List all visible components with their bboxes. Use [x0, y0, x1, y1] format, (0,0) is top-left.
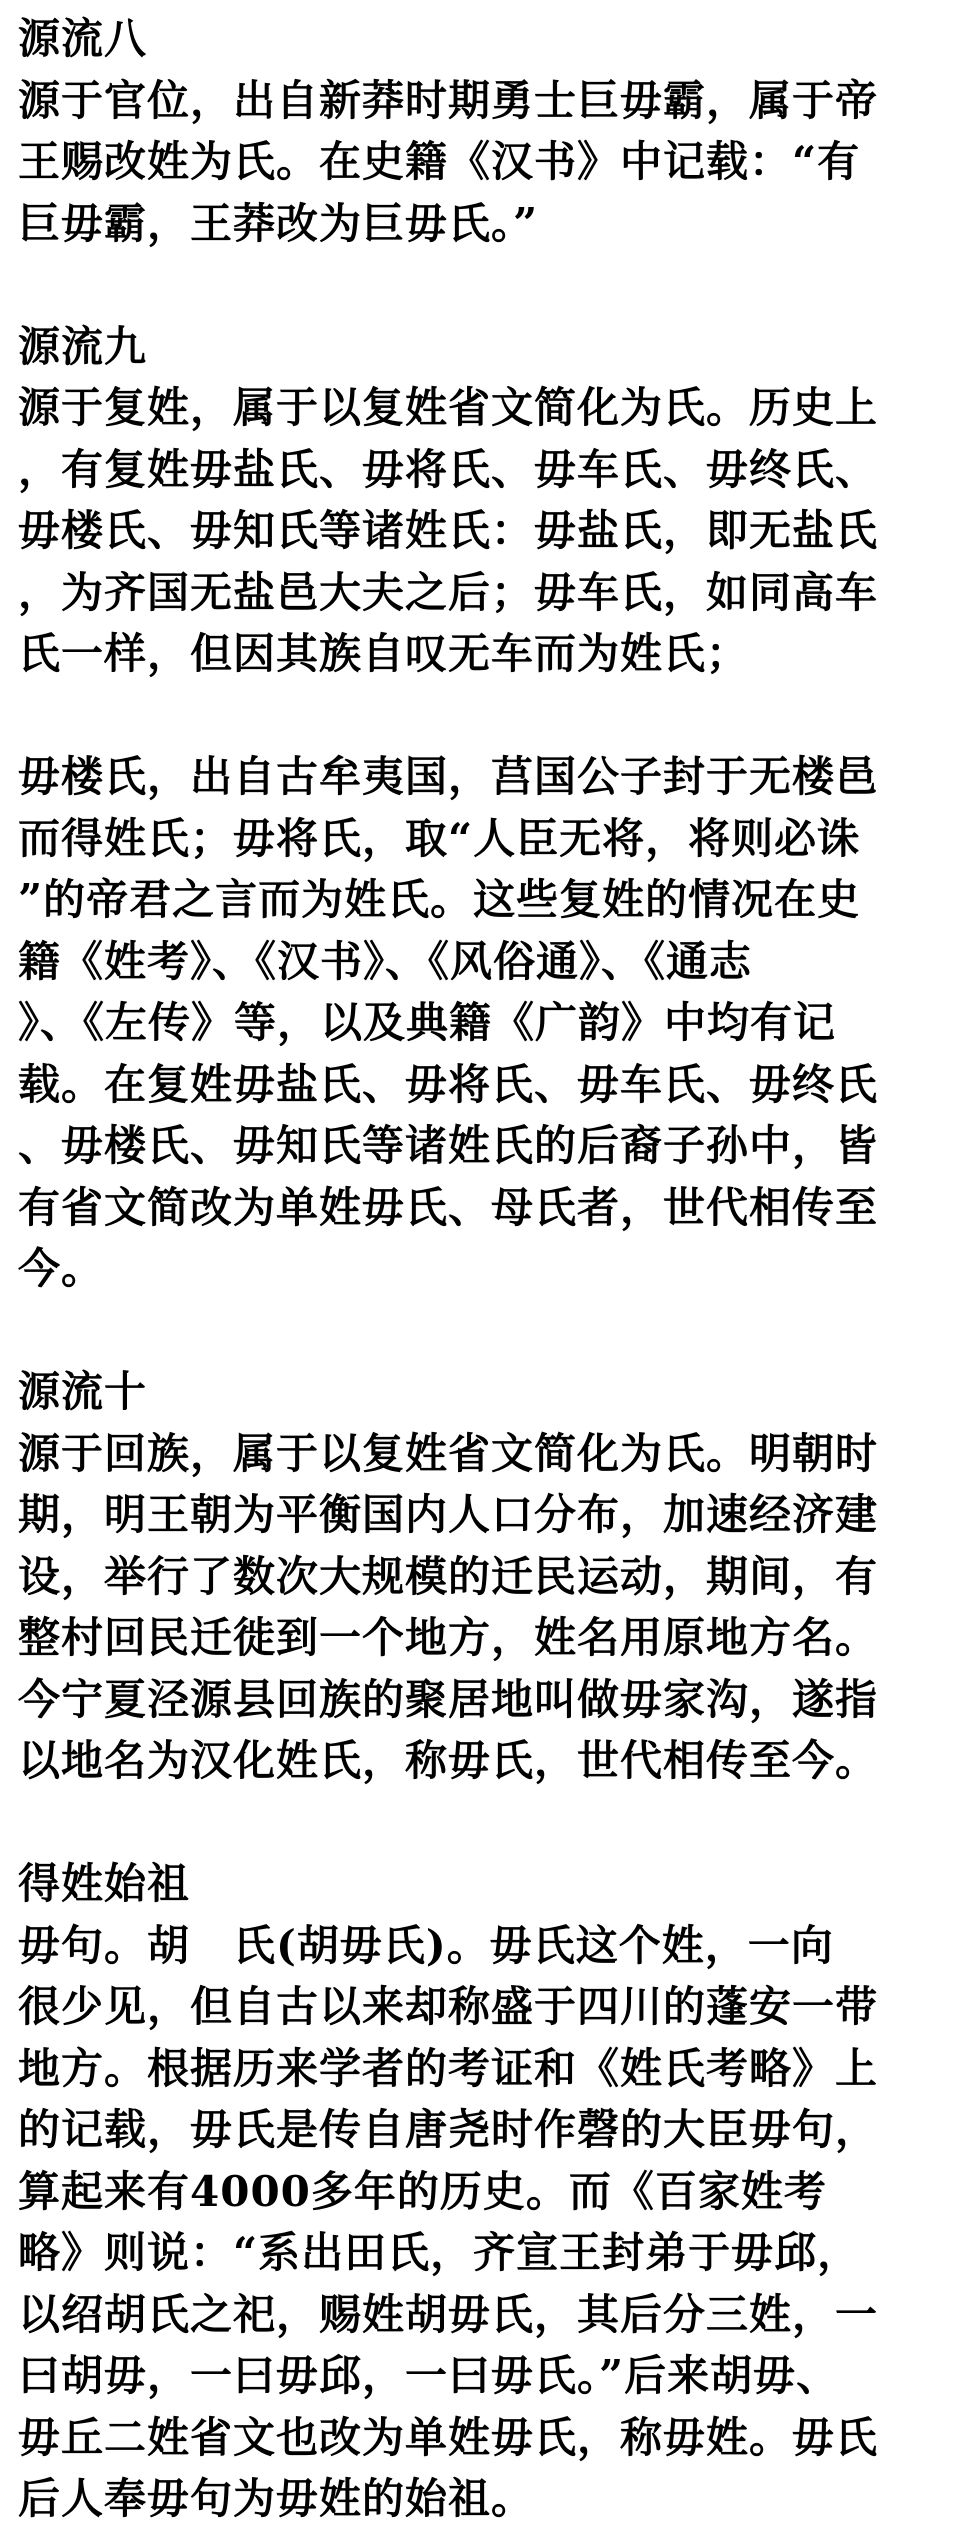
text-line: 载。在复姓毋盐氏、毋将氏、毋车氏、毋终氏	[18, 1059, 879, 1109]
text-line: 今宁夏泾源县回族的聚居地叫做毋家沟，遂指	[18, 1674, 879, 1724]
section-founding-ancestor	[18, 1853, 976, 2530]
paragraph-gap	[18, 685, 976, 747]
text-line: 》、《左传》等，以及典籍《广韵》中均有记	[18, 998, 837, 1047]
text-line: 的记载，毋氏是传自唐尧时作磬的大臣毋句，	[18, 2105, 879, 2154]
paragraph-gap	[18, 254, 976, 316]
section-origin-9	[18, 316, 976, 685]
text-line: 以绍胡氏之祀，赐姓胡毋氏，其后分三姓，一	[18, 2289, 879, 2339]
text-line: ，有复姓毋盐氏、毋将氏、毋车氏、毋终氏、	[18, 444, 879, 494]
text-line: 期，明王朝为平衡国内人口分布，加速经济建	[18, 1490, 879, 1539]
text-line: 以地名为汉化姓氏，称毋氏，世代相传至今。	[18, 1736, 879, 1785]
text-line: 源于官位，出自新莽时期勇士巨毋霸，属于帝	[18, 75, 879, 125]
section-heading: 源流九	[18, 321, 148, 371]
text-line: 、毋楼氏、毋知氏等诸姓氏的后裔子孙中，皆	[18, 1121, 879, 1170]
text-line: ”的帝君之言而为姓氏。这些复姓的情况在史	[18, 875, 861, 924]
text-line: 王赐改姓为氏。在史籍《汉书》中记载：“有	[18, 137, 861, 186]
paragraph-gap	[18, 1300, 976, 1362]
text-line: ，为齐国无盐邑大夫之后；毋车氏，如同高车	[18, 567, 879, 617]
paragraph-gap	[18, 1792, 976, 1854]
section-origin-8	[18, 8, 976, 254]
text-line: 算起来有4000多年的历史。而《百家姓考	[18, 2166, 827, 2216]
text-line: 曰胡毋，一曰毋邱，一曰毋氏。”后来胡毋、	[18, 2351, 840, 2400]
text-line: 整村回民迁徙到一个地方，姓名用原地方名。	[18, 1613, 879, 1662]
section-heading: 得姓始祖	[18, 1859, 191, 1908]
text-line: 氏一样，但因其族自叹无车而为姓氏；	[18, 629, 750, 678]
text-line: 而得姓氏；毋将氏，取“人臣无将，将则必诛	[18, 813, 861, 863]
text-line: 毋楼氏，出自古牟夷国，莒国公子封于无楼邑	[18, 752, 879, 801]
text-line: 有省文简改为单姓毋氏、母氏者，世代相传至	[18, 1182, 879, 1232]
text-line: 后人奉毋句为毋姓的始祖。	[18, 2474, 535, 2523]
section-origin-10	[18, 1361, 976, 1792]
section-heading: 源流八	[18, 14, 148, 63]
section-heading: 源流十	[18, 1367, 148, 1416]
section-origin-9-continued	[18, 746, 976, 1300]
text-line: 毋句。胡 氏(胡毋氏)。毋氏这个姓，一向	[18, 1920, 834, 1970]
text-line: 毋丘二姓省文也改为单姓毋氏，称毋姓。毋氏	[18, 2412, 879, 2462]
text-line: 源于回族，属于以复姓省文简化为氏。明朝时	[18, 1428, 879, 1478]
text-line: 毋楼氏、毋知氏等诸姓氏：毋盐氏，即无盐氏	[18, 506, 879, 555]
text-line: 略》则说：“系出田氏，齐宣王封弟于毋邱，	[18, 2228, 861, 2277]
text-line: 巨毋霸，王莽改为巨毋氏。”	[18, 198, 539, 248]
text-line: 很少见，但自古以来却称盛于四川的蓬安一带	[18, 1982, 879, 2031]
text-line: 源于复姓，属于以复姓省文简化为氏。历史上	[18, 383, 879, 432]
text-line: 地方。根据历来学者的考证和《姓氏考略》上	[18, 2043, 879, 2093]
text-line: 今。	[18, 1244, 105, 1293]
text-line: 设，举行了数次大规模的迁民运动，期间，有	[18, 1551, 879, 1601]
text-line: 籍《姓考》、《汉书》、《风俗通》、《通志	[18, 936, 753, 986]
